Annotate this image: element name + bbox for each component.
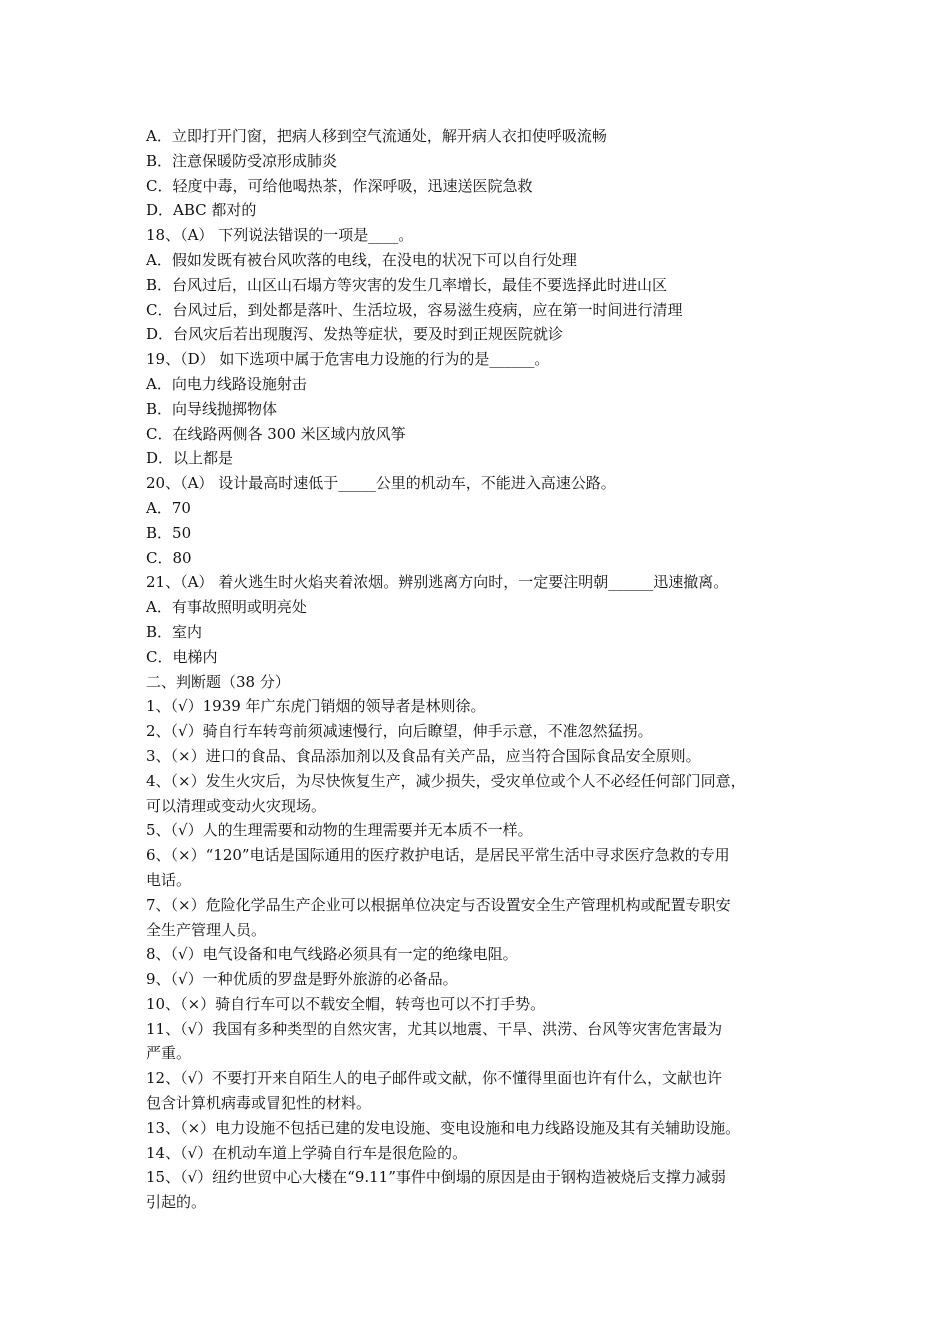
option-c: C．轻度中毒，可给他喝热茶，作深呼吸，迅速送医院急救: [146, 176, 533, 195]
option-a: A．有事故照明或明亮处: [146, 598, 307, 617]
option-d: D．以上都是: [146, 449, 234, 468]
option-a: A．立即打开门窗，把病人移到空气流通处，解开病人衣扣使呼吸流畅: [146, 127, 607, 145]
option-a: A．70: [146, 498, 191, 517]
option-a: A．向电力线路设施射击: [146, 374, 307, 393]
judgment-14: 14、（√）在机动车道上学骑自行车是很危险的。: [146, 1143, 468, 1162]
option-b: B．注意保暖防受凉形成肺炎: [146, 151, 338, 170]
question-21: 21、（A） 着火逃生时火焰夹着浓烟。辨别逃离方向时，一定要注明朝______迅速撤离。: [146, 573, 729, 592]
judgment-1: 1、（√）1939 年广东虎门销烟的领导者是林则徐。: [146, 697, 486, 716]
section-heading: 二、判断题（38 分）: [146, 672, 290, 691]
document-page: [146, 124, 826, 1215]
judgment-8: 8、（√）电气设备和电气线路必须具有一定的绝缘电阻。: [146, 945, 518, 964]
judgment-9: 9、（√）一种优质的罗盘是野外旅游的必备品。: [146, 970, 458, 989]
judgment-12-cont: 包含计算机病毒或冒犯性的材料。: [146, 1094, 372, 1113]
judgment-11: 11、（√）我国有多种类型的自然灾害，尤其以地震、干旱、洪涝、台风等灾害危害最为: [146, 1019, 723, 1038]
judgment-11-cont: 严重。: [146, 1044, 192, 1063]
option-c: C．80: [146, 548, 192, 567]
option-b: B．室内: [146, 622, 203, 641]
option-c: C．台风过后，到处都是落叶、生活垃圾，容易滋生疫病，应在第一时间进行清理: [146, 300, 683, 319]
judgment-6: 6、（×）“120”电话是国际通用的医疗救护电话，是居民平常生活中寻求医疗急救的专用: [146, 846, 730, 865]
option-b: B．50: [146, 523, 192, 542]
option-b: B．台风过后，山区山石塌方等灾害的发生几率增长，最佳不要选择此时进山区: [146, 275, 668, 294]
judgment-7-cont: 全生产管理人员。: [146, 920, 267, 939]
question-18: 18、（A） 下列说法错误的一项是____。: [146, 226, 414, 245]
judgment-15: 15、（√）纽约世贸中心大楼在“9.11”事件中倒塌的原因是由于钢构造被烧后支撑力减弱: [146, 1168, 726, 1187]
judgment-7: 7、（×）危险化学品生产企业可以根据单位决定与否设置安全生产管理机构或配置专职安: [146, 895, 731, 914]
judgment-5: 5、（√）人的生理需要和动物的生理需要并无本质不一样。: [146, 821, 533, 840]
judgment-3: 3、（×）进口的食品、食品添加剂以及食品有关产品，应当符合国际食品安全原则。: [146, 746, 701, 765]
judgment-10: 10、（×）骑自行车可以不载安全帽，转弯也可以不打手势。: [146, 994, 546, 1013]
option-c: C．电梯内: [146, 647, 218, 666]
judgment-4: 4、（×）发生火灾后，为尽快恢复生产，减少损失，受灾单位或个人不必经任何部门同意，: [146, 771, 746, 790]
judgment-13: 13、（×）电力设施不包括已建的发电设施、变电设施和电力线路设施及其有关辅助设施。: [146, 1118, 741, 1137]
question-19: 19、（D） 如下选项中属于危害电力设施的行为的是______。: [146, 350, 550, 369]
judgment-6-cont: 电话。: [146, 870, 192, 889]
question-20: 20、（A） 设计最高时速低于_____公里的机动车，不能进入高速公路。: [146, 474, 616, 493]
option-d: D．台风灾后若出现腹泻、发热等症状，要及时到正规医院就诊: [146, 325, 564, 344]
judgment-2: 2、（√）骑自行车转弯前须减速慢行，向后瞭望，伸手示意，不准忽然猛拐。: [146, 722, 653, 741]
option-b: B．向导线抛掷物体: [146, 399, 278, 418]
option-c: C．在线路两侧各 300 米区域内放风筝: [146, 424, 406, 443]
judgment-12: 12、（√）不要打开来自陌生人的电子邮件或文献，你不懂得里面也许有什么，文献也许: [146, 1069, 723, 1088]
judgment-15-cont: 引起的。: [146, 1193, 207, 1212]
option-a: A．假如发既有被台风吹落的电线，在没电的状况下可以自行处理: [146, 250, 577, 269]
judgment-4-cont: 可以清理或变动火灾现场。: [146, 796, 327, 815]
option-d: D．ABC 都对的: [146, 201, 257, 220]
